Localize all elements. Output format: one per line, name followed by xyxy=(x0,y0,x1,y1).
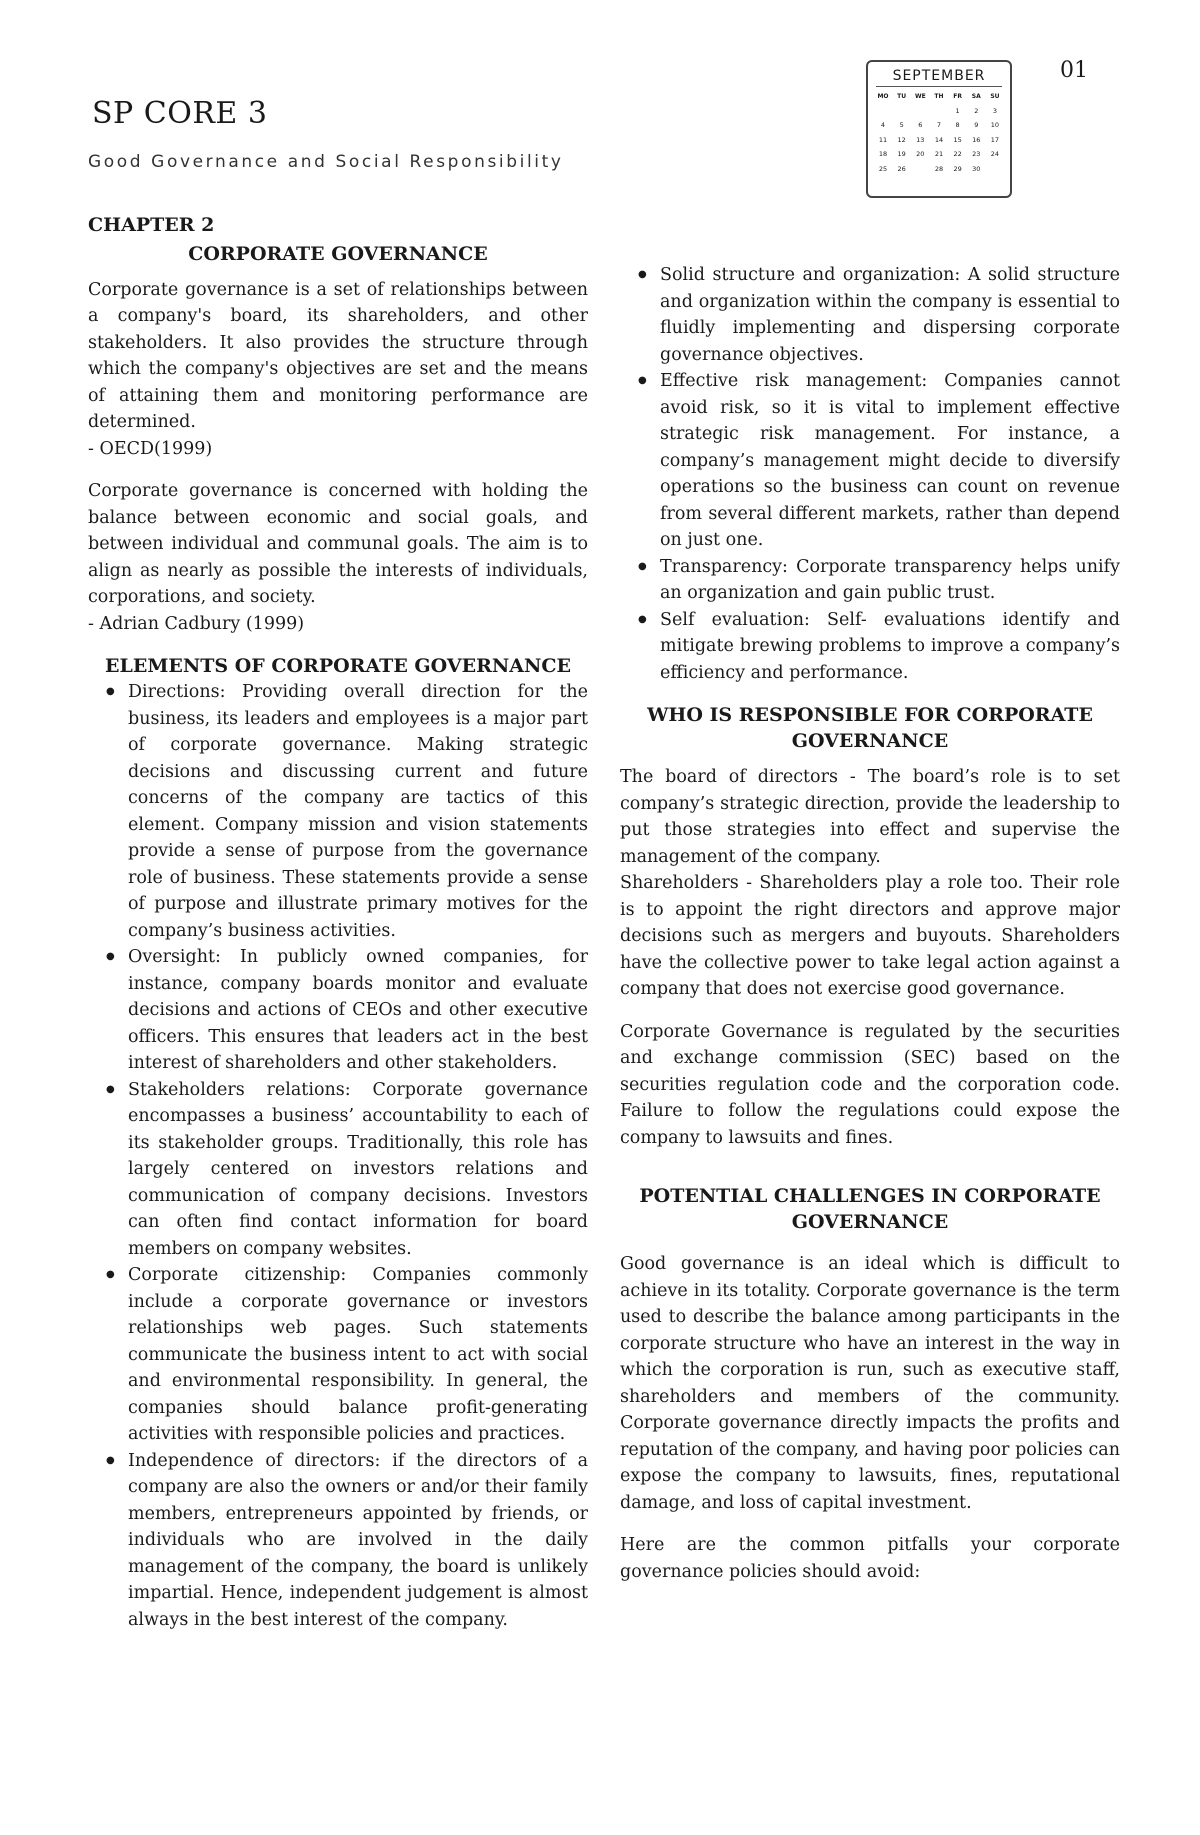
left-column xyxy=(88,212,588,1633)
definition-cadbury: Corporate governance is concerned with holding the balance between economic and social goals, and between individual and communal goals. The aim is to align as nearly as possible the interests of individuals, corporations, and society. xyxy=(88,481,588,607)
elements-list xyxy=(88,679,588,1633)
document-title: SP CORE 3 xyxy=(92,96,268,131)
calendar-day: 1 xyxy=(955,106,960,115)
calendar-week xyxy=(876,118,1002,133)
calendar-weekday: SU xyxy=(990,92,1000,100)
calendar-weekday: TU xyxy=(897,92,907,100)
calendar-day: 23 xyxy=(972,150,981,159)
section-heading-corporate-governance: CORPORATE GOVERNANCE xyxy=(188,242,488,265)
calendar-day: 21 xyxy=(934,150,944,159)
calendar-weekdays xyxy=(876,89,1002,104)
section-heading-challenges: POTENTIAL CHALLENGES IN CORPORATE GOVERNANCE xyxy=(639,1185,1101,1233)
chapter-label: CHAPTER 2 xyxy=(88,214,215,236)
calendar-week xyxy=(876,147,1002,162)
list-item: ● Transparency: Corporate transparency helps unify an organization and gain public trust. xyxy=(660,554,1120,607)
calendar-month: SEPTEMBER xyxy=(876,68,1002,87)
elements-list-continued xyxy=(620,262,1120,686)
calendar-day: 14 xyxy=(934,135,944,144)
paragraph-sec: Corporate Governance is regulated by the securities and exchange commission (SEC) based on the securities regulation code and the corporation code. Failure to follow the regulations could expose the company to lawsuits and fines. xyxy=(620,1021,1120,1148)
calendar-day: 10 xyxy=(990,121,1000,130)
calendar-day: 4 xyxy=(880,121,886,130)
calendar-day: 13 xyxy=(916,135,925,144)
list-item: ● Corporate citizenship: Companies commonly include a corporate governance or investors relationships web pages. Such statements communicate the business intent to act with social and environmental responsibility. In general, the companies should balance profit-generating activities with responsible policies and practices. xyxy=(128,1262,588,1448)
definition-oecd-source: - OECD(1999) xyxy=(88,438,213,459)
calendar-day: 17 xyxy=(990,135,1000,144)
calendar-day: 30 xyxy=(972,164,981,173)
paragraph-pitfalls-intro: Here are the common pitfalls your corporate governance policies should avoid: xyxy=(620,1535,1120,1582)
calendar-day: 20 xyxy=(916,150,925,159)
calendar-day: 29 xyxy=(953,164,962,173)
calendar-day: 7 xyxy=(936,121,942,130)
paragraph-shareholders: Shareholders - Shareholders play a role too. Their role is to appoint the right directors and approve major decisions such as mergers and buyouts. Shareholders have the collective power to take legal action against a company that does not exercise good governance. xyxy=(620,873,1120,999)
section-heading-responsibility: WHO IS RESPONSIBLE FOR CORPORATE GOVERNANCE xyxy=(647,704,1093,752)
calendar-day: 8 xyxy=(955,121,960,130)
calendar-day: 12 xyxy=(897,135,906,144)
definition-cadbury-source: - Adrian Cadbury (1999) xyxy=(88,613,305,634)
calendar-weekday: FR xyxy=(953,92,962,100)
calendar-day: 28 xyxy=(934,164,944,173)
calendar-day: 15 xyxy=(953,135,962,144)
calendar-day: 3 xyxy=(992,106,997,115)
calendar-week xyxy=(876,133,1002,148)
calendar-day: 6 xyxy=(918,121,923,130)
calendar-week xyxy=(876,104,1002,119)
calendar-day: 25 xyxy=(878,164,888,173)
list-item: ● Self evaluation: Self- evaluations identify and mitigate brewing problems to improve a company’s efficiency and performance. xyxy=(660,607,1120,687)
calendar-day: 5 xyxy=(899,121,904,130)
page-number: 01 xyxy=(1060,58,1088,83)
calendar-day: 22 xyxy=(953,150,962,159)
calendar-day: 9 xyxy=(974,121,979,130)
paragraph-challenges: Good governance is an ideal which is difficult to achieve in its totality. Corporate governance is the term used to describe the balance among participants in the corporate structure who have an interest in the way in which the corporation is run, such as executive staff, shareholders and members of the community. Corporate governance directly impacts the profits and reputation of the company, and having poor policies can expose the company to lawsuits, fines, reputational damage, and loss of capital investment. xyxy=(620,1254,1120,1513)
calendar-icon xyxy=(866,60,1012,198)
calendar-weekday: TH xyxy=(934,92,944,100)
calendar-weekday: MO xyxy=(877,92,889,100)
calendar-day: 24 xyxy=(990,150,1000,159)
paragraph-board: The board of directors - The board’s role is to set company’s strategic direction, provide the leadership to put those strategies into effect and supervise the management of the company. xyxy=(620,767,1120,867)
calendar-week xyxy=(876,162,1002,177)
list-item: ● Independence of directors: if the directors of a company are also the owners or and/or their family members, entrepreneurs appointed by friends, or individuals who are involved in the daily management of the company, the board is unlikely impartial. Hence, independent judgement is almost always in the best interest of the company. xyxy=(128,1448,588,1634)
definition-oecd: Corporate governance is a set of relationships between a company's board, its shareholders, and other stakeholders. It also provides the structure through which the company's objectives are set and the means of attaining them and monitoring performance are determined. xyxy=(88,279,588,432)
calendar-weekday: SA xyxy=(971,92,981,100)
document-subtitle: Good Governance and Social Responsibility xyxy=(88,152,564,172)
list-item: ● Directions: Providing overall direction for the business, its leaders and employees is a major part of corporate governance. Making strategic decisions and discussing current and future concerns of the company are tactics of this element. Company mission and vision statements provide a sense of purpose from the governance role of business. These statements provide a sense of purpose and illustrate primary motives for the company’s business activities. xyxy=(128,679,588,944)
calendar-day: 26 xyxy=(897,164,906,173)
calendar-day: 18 xyxy=(878,150,888,159)
calendar-day: 11 xyxy=(878,135,888,144)
right-column xyxy=(620,262,1120,1585)
list-item: ● Oversight: In publicly owned companies, for instance, company boards monitor and evaluate decisions and actions of CEOs and other executive officers. This ensures that leaders act in the best interest of shareholders and other stakeholders. xyxy=(128,944,588,1077)
list-item: ● Effective risk management: Companies cannot avoid risk, so it is vital to implement effective strategic risk management. For instance, a company’s management might decide to diversify operations so the business can count on revenue from several different markets, rather than depend on just one. xyxy=(660,368,1120,554)
list-item: ● Stakeholders relations: Corporate governance encompasses a business’ accountability to each of its stakeholder groups. Traditionally, this role has largely centered on investors relations and communication of company decisions. Investors can often find contact information for board members on company websites. xyxy=(128,1077,588,1263)
calendar-day: 2 xyxy=(974,106,979,115)
calendar-day: 19 xyxy=(897,150,906,159)
calendar-weekday: WE xyxy=(914,92,926,100)
section-heading-elements: ELEMENTS OF CORPORATE GOVERNANCE xyxy=(105,655,571,677)
list-item: ● Solid structure and organization: A solid structure and organization within the company is essential to fluidly implementing and dispersing corporate governance objectives. xyxy=(660,262,1120,368)
calendar-day: 16 xyxy=(972,135,981,144)
